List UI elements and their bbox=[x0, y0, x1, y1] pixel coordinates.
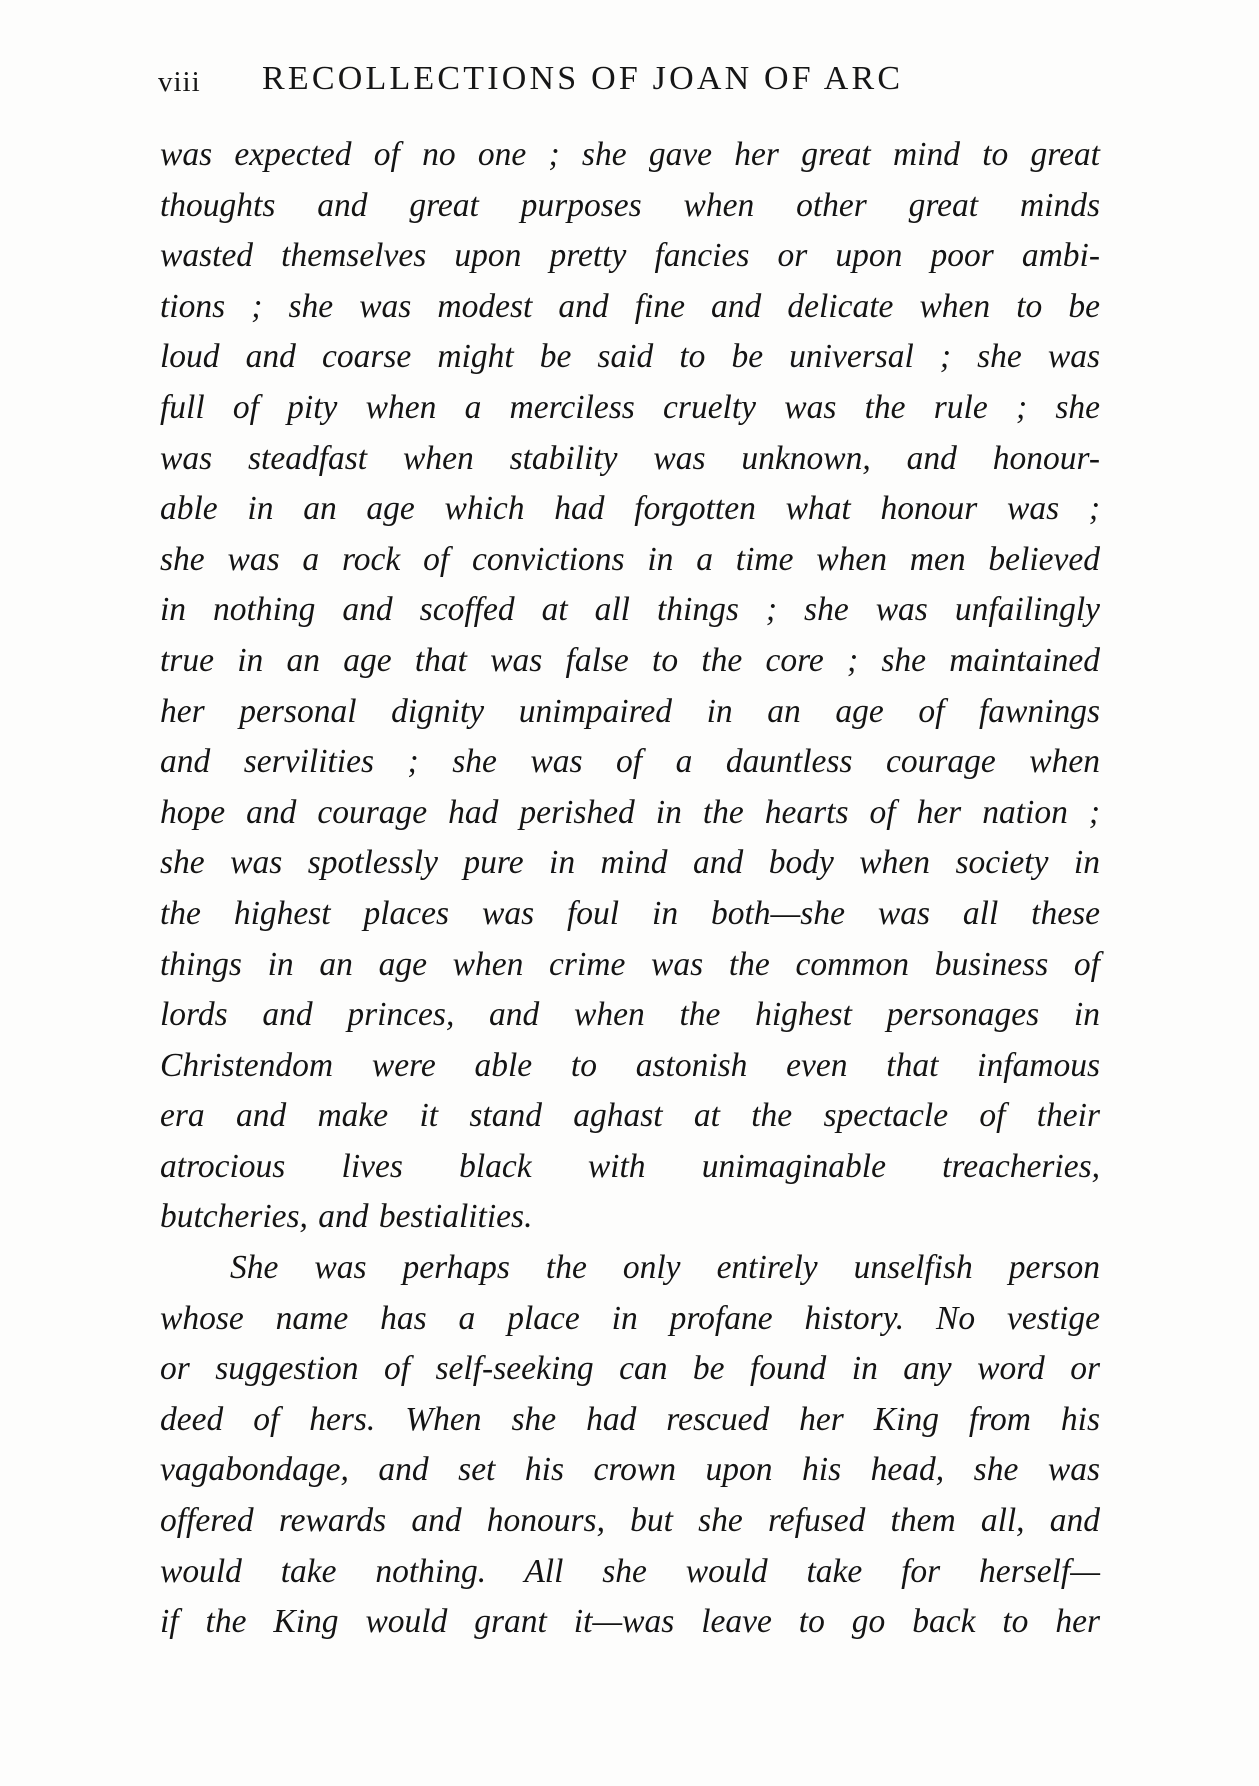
text-line: and servilities ; she was of a dauntless courage when bbox=[160, 743, 1100, 781]
text-line: wasted themselves upon pretty fancies or upon poor ambi- bbox=[160, 237, 1100, 275]
paragraph-2 bbox=[160, 1243, 1100, 1648]
text-line: if the King would grant it—was leave to go back to her bbox=[160, 1603, 1100, 1641]
text-line: true in an age that was false to the core ; she maintained bbox=[160, 641, 1100, 679]
running-title: RECOLLECTIONS OF JOAN OF ARC bbox=[262, 60, 904, 97]
text-line: in nothing and scoffed at all things ; she was unfailingly bbox=[160, 591, 1100, 629]
text-line: things in an age when crime was the common business of bbox=[160, 945, 1100, 983]
text-line: lords and princes, and when the highest personages in bbox=[160, 996, 1100, 1034]
text-line: vagabondage, and set his crown upon his head, she was bbox=[160, 1451, 1100, 1489]
text-line: deed of hers. When she had rescued her King from his bbox=[160, 1400, 1100, 1438]
page-header bbox=[152, 58, 1102, 118]
text-line: era and make it stand aghast at the spectacle of their bbox=[160, 1097, 1100, 1135]
text-line: atrocious lives black with unimaginable treacheries, bbox=[160, 1147, 1100, 1185]
paragraph-1 bbox=[160, 130, 1100, 1243]
text-line: hope and courage had perished in the hearts of her nation ; bbox=[160, 793, 1100, 831]
text-line: thoughts and great purposes when other great minds bbox=[160, 186, 1100, 224]
text-line: loud and coarse might be said to be universal ; she was bbox=[160, 338, 1100, 376]
body-text bbox=[160, 130, 1100, 1648]
text-line: whose name has a place in profane history. No vestige bbox=[160, 1299, 1100, 1337]
page-number: viii bbox=[158, 66, 201, 98]
text-line: she was a rock of convictions in a time when men believed bbox=[160, 540, 1100, 578]
text-line: able in an age which had forgotten what honour was ; bbox=[160, 490, 1100, 528]
text-line: tions ; she was modest and fine and delicate when to be bbox=[160, 287, 1100, 325]
text-line: would take nothing. All she would take for herself— bbox=[160, 1552, 1100, 1590]
text-line: offered rewards and honours, but she refused them all, and bbox=[160, 1502, 1100, 1540]
text-line: full of pity when a merciless cruelty was the rule ; she bbox=[160, 388, 1100, 426]
text-line: she was spotlessly pure in mind and body when society in bbox=[160, 844, 1100, 882]
text-line: the highest places was foul in both—she was all these bbox=[160, 894, 1100, 932]
text-line: butcheries, and bestialities. bbox=[160, 1198, 533, 1236]
text-line: or suggestion of self-seeking can be found in any word or bbox=[160, 1350, 1100, 1388]
text-line: her personal dignity unimpaired in an age of fawnings bbox=[160, 692, 1100, 730]
text-line: Christendom were able to astonish even that infamous bbox=[160, 1046, 1100, 1084]
text-line: was steadfast when stability was unknown, and honour- bbox=[160, 439, 1100, 477]
text-line: She was perhaps the only entirely unselfish person bbox=[230, 1249, 1100, 1287]
text-line: was expected of no one ; she gave her great mind to great bbox=[160, 136, 1100, 173]
